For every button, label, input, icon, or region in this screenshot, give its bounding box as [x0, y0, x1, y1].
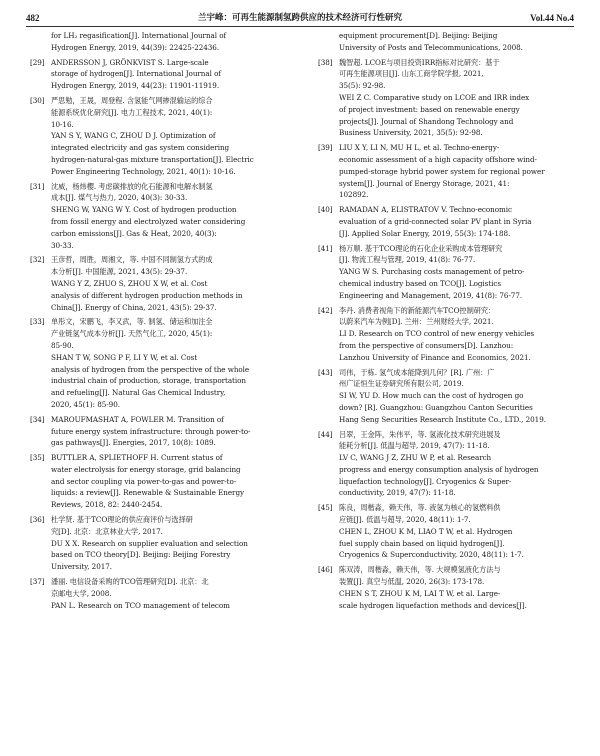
reference-line	[318, 216, 574, 228]
reference-line	[30, 192, 286, 204]
reference-text: Cryogenics & Superconductivity, 2020, 48(11): 1-7.	[339, 550, 524, 560]
reference-text: 能耗分析[J]. 低温与超导, 2019, 47(7): 11-18.	[339, 441, 490, 451]
reference-text: and sector coupling via power-to-gas and power-to-	[51, 476, 237, 486]
reference-line	[30, 30, 286, 42]
reference-line	[318, 278, 574, 290]
reference-column-left	[30, 30, 286, 614]
reference-text: 陈良，周楷淼，赖天伟，等. 液氢为核心的氢燃料供	[339, 503, 501, 513]
reference-line	[318, 154, 574, 166]
reference-line	[318, 487, 574, 499]
page-header	[26, 10, 574, 27]
reference-text: 能源系统优化研究[J]. 电力工程技术, 2021, 40(1):	[51, 107, 213, 117]
reference-line	[30, 561, 286, 573]
reference-text: Lanzhou University of Finance and Economics, 2021.	[339, 352, 531, 362]
reference-line	[30, 464, 286, 476]
reference-line	[318, 440, 574, 452]
reference-entry	[318, 429, 574, 500]
reference-line	[318, 116, 574, 128]
reference-line	[318, 378, 574, 390]
reference-text: LV C, WANG J Z, ZHU W P, et al. Research	[339, 453, 492, 463]
reference-entry	[30, 254, 286, 313]
reference-line	[30, 130, 286, 142]
reference-line	[318, 243, 574, 255]
reference-text: 杨万顺. 基于TCO理论的石化企业采购成本管理研究	[339, 243, 503, 253]
reference-line	[30, 181, 286, 193]
reference-line	[318, 142, 574, 154]
reference-text: 潘丽. 电信设备采购的TCO管理研究[D]. 北京：北	[51, 577, 209, 587]
reference-line	[318, 588, 574, 600]
reference-text: hydrogen-natural-gas mixture transportation[J]. Electric	[51, 154, 254, 164]
reference-line	[30, 538, 286, 550]
reference-text: RAMADAN A, ELISTRATOV V. Techno-economic	[339, 205, 512, 215]
reference-number: [36]	[30, 515, 45, 525]
reference-text: SHAN T W, SONG P F, LI Y W, et al. Cost	[51, 352, 198, 362]
reference-line	[30, 375, 286, 387]
reference-number: [34]	[30, 414, 45, 424]
reference-line	[30, 437, 286, 449]
reference-line	[30, 42, 286, 54]
reference-line	[318, 266, 574, 278]
reference-text: 沈威，杨炜樱. 考虑碳排放的化石能源和电解水制氢	[51, 181, 213, 191]
reference-text: YAN S Y, WANG C, ZHOU D J. Optimization of	[51, 131, 216, 141]
reference-line	[30, 549, 286, 561]
reference-line	[318, 204, 574, 216]
reference-text: industrial chain of production, storage, transportation	[51, 376, 247, 386]
reference-text: 杜学贤. 基于TCO理论的供应商评价与选择研	[51, 515, 193, 525]
reference-line	[30, 452, 286, 464]
reference-line	[30, 119, 286, 131]
reference-text: projects[J]. Journal of Shandong Technology and	[339, 116, 514, 126]
reference-number: [44]	[318, 429, 333, 439]
reference-line	[30, 166, 286, 178]
reference-line	[30, 426, 286, 438]
reference-line	[318, 189, 574, 201]
reference-number: [37]	[30, 577, 45, 587]
reference-line	[30, 387, 286, 399]
reference-line	[318, 402, 574, 414]
reference-text: 究[D]. 北京：北京林业大学, 2017.	[51, 526, 163, 536]
reference-line	[318, 414, 574, 426]
reference-text: conductivity, 2019, 47(7): 11-18.	[339, 488, 456, 498]
reference-line	[30, 80, 286, 92]
reference-text: 陈双涛，周楷淼，赖天伟，等. 大规模氢液化方法与	[339, 565, 501, 575]
reference-number: [33]	[30, 317, 45, 327]
reference-line	[318, 92, 574, 104]
reference-number: [40]	[318, 205, 333, 215]
reference-line	[318, 576, 574, 588]
reference-number: [42]	[318, 305, 333, 315]
reference-text: 应链[J]. 低温与超导, 2020, 48(11): 1-7.	[339, 515, 471, 525]
reference-number: [39]	[318, 143, 333, 153]
reference-text: equipment procurement[D]. Beijing: Beijing	[339, 31, 498, 40]
reference-text: 单彤文，宋鹏飞，李又武，等. 制氢、储运和加注全	[51, 317, 213, 327]
reference-line	[318, 42, 574, 54]
reference-line	[318, 514, 574, 526]
reference-text: down? [R]. Guangzhou: Guangzhou Canton Securities	[339, 402, 533, 412]
reference-text: CHEN L, ZHOU K M, LIAO T W, et al. Hydrogen	[339, 526, 513, 536]
reference-line	[318, 104, 574, 116]
reference-text: LI D. Research on TCO control of new energy vehicles	[339, 329, 535, 339]
reference-text: and refueling[J]. Natural Gas Chemical Industry,	[51, 388, 226, 398]
reference-entry	[318, 142, 574, 201]
reference-line	[30, 240, 286, 252]
reference-line	[318, 367, 574, 379]
reference-text: ANDERSSON J, GRÖNKVIST S. Large-scale	[51, 57, 209, 67]
reference-text: 成本[J]. 煤气与热力, 2020, 40(3): 30-33.	[51, 193, 188, 203]
reference-line	[318, 476, 574, 488]
reference-text: 以蔚来汽车为例[D]. 兰州：兰州财经大学, 2021.	[339, 317, 494, 327]
reference-text: CHEN S T, ZHOU K M, LAI T W, et al. Large-	[339, 588, 501, 598]
reference-entry	[30, 181, 286, 252]
reference-text: 严思勉，王晟，周登程. 含氢能气网掺混输运的综合	[51, 95, 213, 105]
reference-text: 吕翠，王金阵，朱伟平，等. 氢液化技术研究进展及	[339, 429, 501, 439]
reference-line	[30, 499, 286, 511]
reference-text: integrated electricity and gas system considering	[51, 143, 230, 153]
reference-text: scale hydrogen liquefaction methods and devices[J].	[339, 600, 527, 610]
reference-number: [43]	[318, 367, 333, 377]
reference-line	[30, 204, 286, 216]
reference-line	[30, 588, 286, 600]
reference-text: carbon emissions[J]. Gas & Heat, 2020, 40(3):	[51, 228, 217, 238]
reference-line	[318, 254, 574, 266]
reference-text: 30-33.	[51, 240, 74, 250]
reference-entry	[318, 243, 574, 302]
reference-line	[318, 429, 574, 441]
reference-number: [38]	[318, 57, 333, 67]
reference-number: [46]	[318, 565, 333, 575]
reference-line	[318, 502, 574, 514]
reference-line	[318, 600, 574, 612]
reference-text: progress and energy consumption analysis of hydrogen	[339, 464, 539, 474]
reference-text: Power Engineering Technology, 2021, 40(1): 10-16.	[51, 166, 236, 176]
reference-number: [29]	[30, 57, 45, 67]
reference-line	[318, 166, 574, 178]
reference-line	[30, 95, 286, 107]
reference-line	[30, 302, 286, 314]
reference-text: for LH₂ regasification[J]. International Journal of	[51, 31, 227, 40]
reference-text: 李丹. 消费者视角下的新能源汽车TCO控制研究：	[339, 305, 496, 315]
reference-number: [31]	[30, 181, 45, 191]
reference-line	[318, 127, 574, 139]
reference-line	[318, 464, 574, 476]
reference-text: 本分析[J]. 中国能源, 2021, 43(5): 29-37.	[51, 267, 188, 277]
reference-line	[318, 328, 574, 340]
reference-entry	[318, 204, 574, 239]
reference-text: analysis of hydrogen from the perspective of the whole	[51, 364, 250, 374]
reference-line	[30, 142, 286, 154]
reference-line	[318, 352, 574, 364]
reference-text: water electrolysis for energy storage, grid balancing	[51, 464, 241, 474]
reference-text: liquids: a review[J]. Renewable & Sustainable Energy	[51, 488, 245, 498]
reference-entry	[30, 316, 286, 410]
reference-number: [32]	[30, 255, 45, 265]
reference-text: 魏智超. LCOE与项目投资IRR指标对比研究：基于	[339, 57, 500, 67]
reference-line	[318, 390, 574, 402]
reference-entry	[30, 514, 286, 573]
reference-line	[30, 216, 286, 228]
reference-line	[30, 514, 286, 526]
reference-text: Reviews, 2018, 82: 2440-2454.	[51, 500, 163, 510]
reference-line	[30, 68, 286, 80]
reference-number: [41]	[318, 243, 333, 253]
reference-text: fuel supply chain based on liquid hydrogen[J].	[339, 538, 505, 548]
reference-line	[318, 538, 574, 550]
reference-number: [35]	[30, 453, 45, 463]
reference-entry	[30, 452, 286, 511]
reference-line	[30, 107, 286, 119]
reference-line	[30, 399, 286, 411]
reference-text: Hydrogen Energy, 2019, 44(23): 11901-11919.	[51, 81, 220, 91]
reference-number: [30]	[30, 95, 45, 105]
reference-entry	[318, 502, 574, 561]
reference-line	[30, 228, 286, 240]
reference-text: 10-16.	[51, 119, 74, 129]
reference-text: SI W, YU D. How much can the cost of hydrogen go	[339, 391, 524, 401]
reference-text: LIU X Y, LI N, MU H L, et al. Techno-energy-	[339, 143, 500, 153]
reference-text: WANG Y Z, ZHUO S, ZHOU X W, et al. Cost	[51, 278, 208, 288]
reference-line	[30, 526, 286, 538]
reference-text: liquefaction technology[J]. Cryogenics & Super-	[339, 476, 512, 486]
reference-text: evaluation of a grid-connected solar PV plant in Syria	[339, 216, 532, 226]
reference-text: future energy system infrastructure: through power-to-	[51, 426, 251, 436]
reference-text: 京邮电大学, 2008.	[51, 588, 112, 598]
reference-text: 王彦哲，周胜，周湘文，等. 中国不同制氢方式的成	[51, 255, 213, 265]
reference-number: [45]	[318, 503, 333, 513]
reference-text: MAROUFMASHAT A, FOWLER M. Transition of	[51, 414, 224, 424]
reference-entry	[318, 57, 574, 140]
reference-line	[30, 364, 286, 376]
reference-entry	[30, 576, 286, 611]
reference-line	[318, 57, 574, 69]
reference-text: based on TCO theory[D]. Beijing: Beijing Forestry	[51, 550, 231, 560]
reference-entry	[318, 30, 574, 54]
reference-text: 产业链氢气成本分析[J]. 天然气化工, 2020, 45(1):	[51, 329, 213, 339]
reference-text: pumped-storage hybrid power system for regional power	[339, 166, 545, 176]
reference-entry	[30, 30, 286, 54]
reference-text: analysis of different hydrogen production methods in	[51, 290, 243, 300]
reference-line	[30, 154, 286, 166]
reference-line	[30, 576, 286, 588]
reference-entry	[318, 367, 574, 426]
reference-line	[30, 487, 286, 499]
reference-text: economic assessment of a high capacity offshore wind-	[339, 154, 537, 164]
reference-line	[318, 30, 574, 42]
reference-text: DU X X. Research on supplier evaluation and selection	[51, 538, 248, 548]
reference-text: 州广证恒生证券研究所有限公司, 2019.	[339, 379, 464, 389]
reference-line	[318, 80, 574, 92]
reference-text: 102892.	[339, 190, 369, 200]
reference-entry	[30, 95, 286, 178]
reference-text: from the perspective of consumers[D]. Lanzhou:	[339, 340, 514, 350]
reference-column-right	[318, 30, 574, 614]
reference-text: Hydrogen Energy, 2019, 44(39): 22425-22436.	[51, 42, 220, 52]
reference-text: 可再生能源项目[J]. 山东工商学院学报, 2021,	[339, 69, 484, 79]
reference-text: 85-90.	[51, 340, 74, 350]
reference-line	[30, 414, 286, 426]
reference-line	[318, 305, 574, 317]
reference-text: YANG W S. Purchasing costs management of petro-	[339, 267, 525, 277]
reference-text: [J]. Applied Solar Energy, 2019, 55(3): 174-188.	[339, 228, 511, 238]
reference-line	[30, 266, 286, 278]
reference-text: system[J]. Journal of Energy Storage, 2021, 41:	[339, 178, 510, 188]
running-title: 兰宇峰：可再生能源制氢跨供应的技术经济可行性研究	[197, 13, 402, 23]
reference-text: [J]. 物流工程与管理, 2019, 41(8): 76-77.	[339, 255, 476, 265]
reference-line	[30, 352, 286, 364]
reference-entry	[30, 57, 286, 92]
reference-line	[318, 526, 574, 538]
volume-issue: Vol.44 No.4	[530, 13, 574, 23]
reference-line	[30, 254, 286, 266]
reference-line	[30, 600, 286, 612]
reference-text: storage of hydrogen[J]. International Journal of	[51, 69, 221, 79]
reference-line	[318, 290, 574, 302]
reference-text: of project investment: based on renewable energy	[339, 104, 520, 114]
reference-text: BUTTLER A, SPLIETHOFF H. Current status of	[51, 453, 223, 463]
reference-text: China[J]. Energy of China, 2021, 43(5): 29-37.	[51, 302, 217, 312]
reference-text: 装置[J]. 真空与低温, 2020, 26(3): 173-178.	[339, 577, 485, 587]
reference-line	[318, 68, 574, 80]
reference-line	[30, 278, 286, 290]
reference-text: 35(5): 92-98.	[339, 81, 386, 91]
reference-entry	[318, 564, 574, 611]
reference-line	[30, 57, 286, 69]
reference-line	[318, 452, 574, 464]
reference-text: 司伟，于栋. 氢气成本能降到几何？[R]. 广州：广	[339, 367, 495, 377]
reference-text: 2020, 45(1): 85-90.	[51, 399, 120, 409]
page-number: 482	[26, 13, 40, 23]
reference-line	[318, 178, 574, 190]
reference-text: chemical industry based on TCO[J]. Logistics	[339, 278, 502, 288]
reference-line	[318, 564, 574, 576]
reference-line	[30, 290, 286, 302]
reference-text: WEI Z C. Comparative study on LCOE and IRR index	[339, 92, 530, 102]
reference-text: SHENG W, YANG W Y. Cost of hydrogen production	[51, 205, 237, 215]
reference-text: Engineering and Management, 2019, 41(8): 76-77.	[339, 290, 523, 300]
reference-line	[30, 476, 286, 488]
reference-line	[30, 316, 286, 328]
reference-text: from fossil energy and electrolyzed water considering	[51, 216, 246, 226]
reference-entry	[318, 305, 574, 364]
reference-line	[318, 316, 574, 328]
reference-text: PAN L. Research on TCO management of telecom	[51, 600, 230, 610]
reference-line	[318, 549, 574, 561]
reference-line	[318, 228, 574, 240]
reference-text: University, 2017.	[51, 562, 113, 572]
reference-text: Hang Seng Securities Research Institute Co., LTD., 2019.	[339, 414, 546, 424]
reference-entry	[30, 414, 286, 449]
reference-line	[30, 328, 286, 340]
reference-text: Business University, 2021, 35(5): 92-98.	[339, 128, 483, 138]
reference-line	[318, 340, 574, 352]
reference-line	[30, 340, 286, 352]
reference-text: University of Posts and Telecommunications, 2008.	[339, 42, 523, 52]
reference-text: gas pathways[J]. Energies, 2017, 10(8): 1089.	[51, 438, 216, 448]
